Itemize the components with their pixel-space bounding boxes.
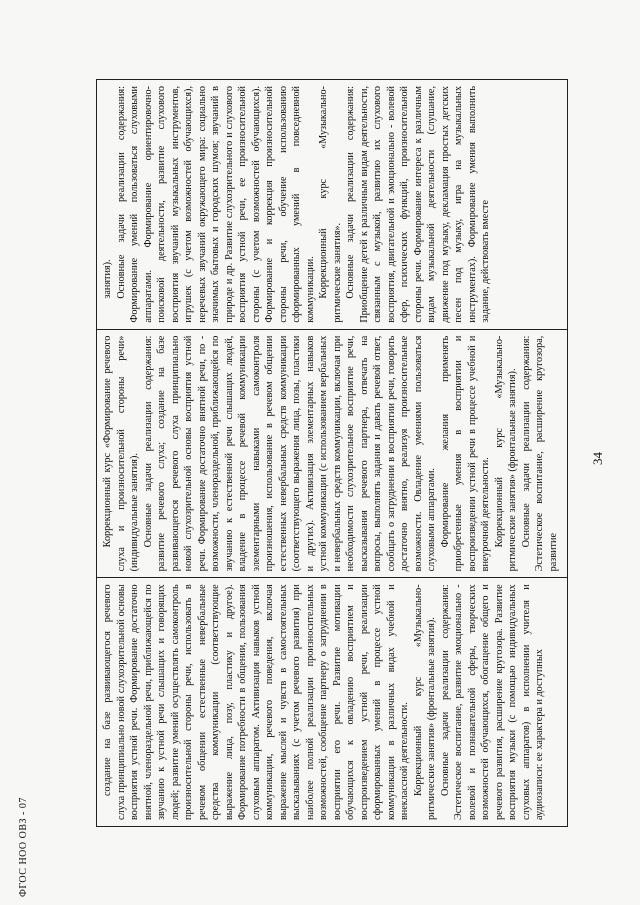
paragraph: Основные задачи реализации содержания: развитие речевого слуха; создание на базе развивающегося речевого слуха принципиально новой слухозрительной основы восприятия устной речи. Формирование достаточно внятной речи, по - возможности, членораздельной, приближающейся по звучанию к естественной речи слышащих людей, владение в процессе речевой коммуникации элементарными навыками самоконтроля произношения, использование в речевом общении естественных невербальных средств коммуникации (соответствующего выражения лица, позы, пластики и других). Активизация элементарных навыков устной коммуникации (с использованием вербальных и невербальных средств коммуникации, включая при необходимости слухозрительное восприятие речи, высказывания речевого партнера, отвечать на вопросы, выполнять задания и давать речевой ответ, сообщать о затруднении в восприятии речи, говорить достаточно внятно, реализуя произносительные возможности. Овладение умениями пользоваться слуховыми аппаратами. [142,335,437,572]
table-column-1 [97,577,567,826]
table-column-3 [97,80,567,329]
paragraph: Основные задачи реализации содержания: Эстетическое воспитание, расширение кругозора, развитие [520,335,559,572]
paragraph: Формирование желания применять приобретенные умения в восприятии и воспроизведении устной речи в процессе учебной и внеурочной деятельности. [439,335,491,572]
content-table [96,79,568,827]
paragraph: Коррекционный курс «Формирование речевого слуха и произносительной стороны речи» (индивидуальные занятия). [102,335,140,572]
paragraph: Коррекционный курс «Музыкально-ритмические занятия» (фронтальные занятия). [493,335,518,572]
paragraph: Коррекционный курс «Музыкально-ритмические занятия» (фронтальные занятия). [412,584,437,820]
table-column-2 [97,329,567,578]
paragraph: Основные задачи реализации содержания: Эстетическое воспитание, развитие эмоционально - волевой и познавательной сферы, творческих возможностей обучающихся, обогащение общего и речевого развития, расширение кругозора. Развитие восприятия музыки (с помощью индивидуальных слуховых аппаратов) в исполнении учителя и аудиозаписи: ее характера и доступных [439,584,545,820]
page-number: 34 [590,452,605,465]
paragraph: Основные задачи реализации содержания: Формирование умений пользоваться слуховыми аппаратами. Формирование ориентировочно-поисковой деятельности, развитие слухового восприятия звучаний музыкальных инструментов, игрушек (с учетом возможностей обучающихся), неречевых звучаний окружающего мира: социально значимых бытовых и городских шумов; звучаний в природе и др. Развитие слухозрительного и слухового восприятия устной речи, ее произносительной стороны (с учетом возможностей обучающихся). Формирование и коррекция произносительной стороны речи, обучение использованию сформированных умений в повседневной коммуникации. [115,86,316,323]
paragraph: создание на базе развивающегося речевого слуха принципиально новой слухозрительной основы восприятия устной речи. Формирование достаточно внятной, членораздельной речи, приближающейся по звучанию к устной речи слышащих и говорящих людей; развитие умений осуществлять самоконтроль произносительной стороны речи, использовать в речевом общении естественные невербальные средства коммуникации (соответствующие выражение лица, позу, пластику и другое). Формирование потребности в общении, пользования слуховым аппаратом. Активизация навыков устной коммуникации, речевого поведения, включая выражение мыслей и чувств в самостоятельных высказываниях (с учетом речевого развития) при наиболее полной реализации произносительных возможностей, сообщение партнеру о затруднении в восприятии его речи. Развитие мотивации обучающихся к овладению восприятием и воспроизведением устной речи, реализации сформированных умений в процессе устной коммуникации в различных видах учебной и внеклассной деятельности. [102,584,410,820]
paragraph: Основные задачи реализации содержания: Приобщение детей к различным видам деятельности, связанным с музыкой, развитию их слухового восприятия, двигательной и эмоционально - волевой сфер, психических функций, произносительной стороны речи. Формирование интереса к различным видам музыкальной деятельности (слушание, движение под музыку, декламация простых детских песен под музыку, игра на музыкальных инструментах). Формирование умения выполнить задание, действовать вместе [345,86,491,323]
document-code: ФГОС НОО ОВЗ - 07 [18,797,29,897]
paragraph: Коррекционный курс «Музыкально-ритмические занятия». [318,86,343,323]
paragraph: занятия). [102,259,113,299]
